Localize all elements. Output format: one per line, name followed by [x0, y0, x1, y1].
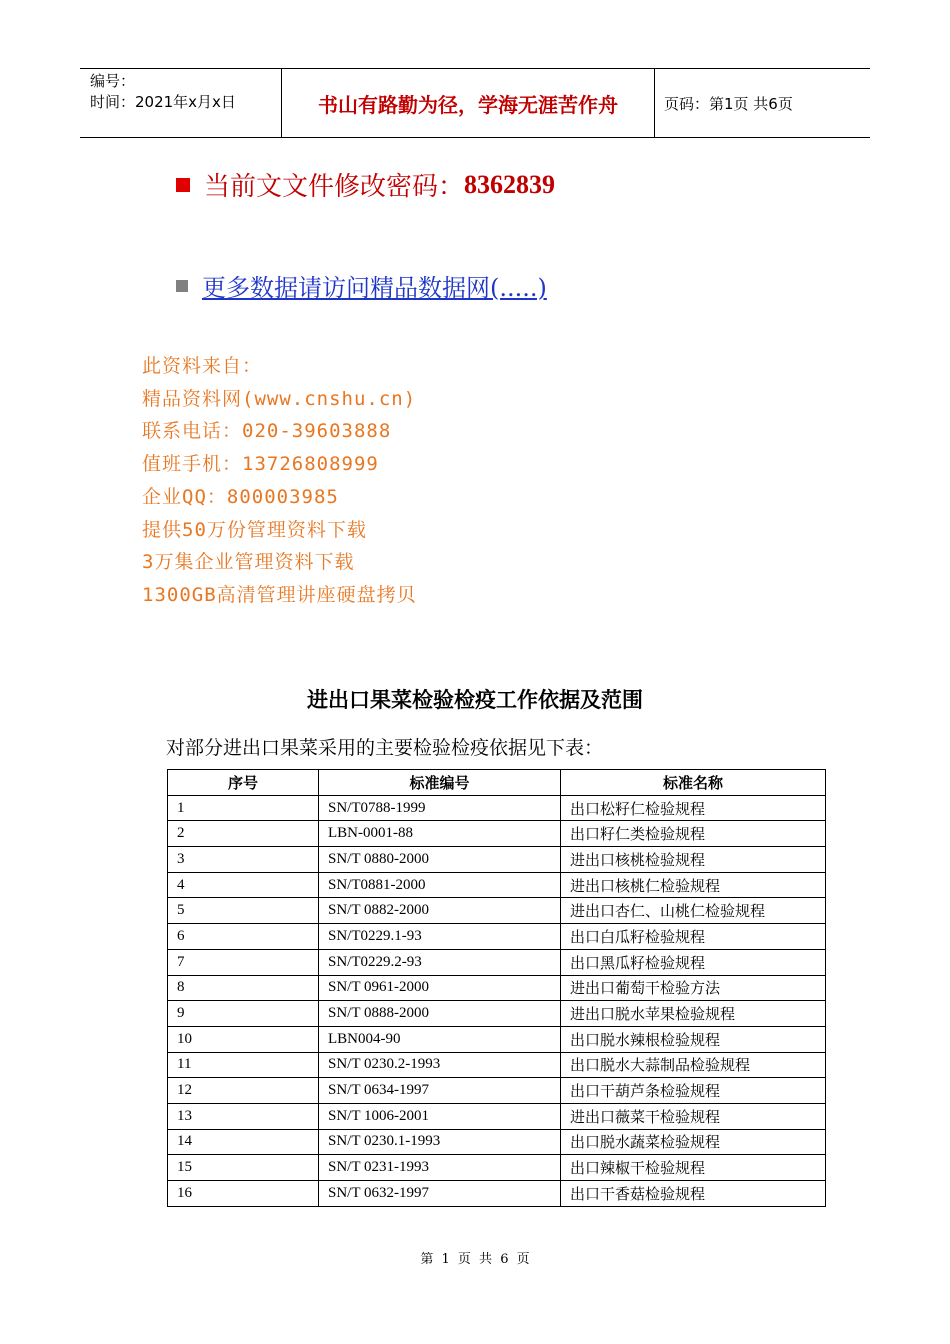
cell-standard-name: 出口脱水蔬菜检验规程 — [561, 1129, 826, 1155]
more-data-link[interactable]: 更多数据请访问精品数据网(.....) — [202, 274, 547, 302]
cell-standard-name: 出口干葫芦条检验规程 — [561, 1078, 826, 1104]
cell-standard-code: LBN004-90 — [319, 1026, 561, 1052]
cell-index: 14 — [168, 1129, 319, 1155]
cell-standard-name: 出口干香菇检验规程 — [561, 1181, 826, 1207]
table-row — [168, 1129, 826, 1155]
cell-index: 2 — [168, 821, 319, 847]
source-line: 精品资料网(www.cnshu.cn) — [142, 387, 417, 410]
cell-standard-name: 进出口葡萄干检验方法 — [561, 975, 826, 1001]
cell-standard-code: SN/T 0632-1997 — [319, 1181, 561, 1207]
password-label: 当前文文件修改密码： — [204, 172, 465, 202]
cell-index: 8 — [168, 975, 319, 1001]
cell-standard-name: 出口白瓜籽检验规程 — [561, 924, 826, 950]
table-row — [168, 1078, 826, 1104]
table-row — [168, 1103, 826, 1129]
password-notice — [176, 166, 555, 203]
source-line: 此资料来自： — [142, 355, 263, 377]
header-index: 序号 — [168, 770, 319, 796]
cell-standard-name: 进出口薇菜干检验规程 — [561, 1103, 826, 1129]
cell-standard-name: 出口黑瓜籽检验规程 — [561, 949, 826, 975]
source-line: 1300GB高清管理讲座硬盘拷贝 — [142, 583, 417, 606]
table-row — [168, 795, 826, 821]
cell-standard-code: SN/T0229.1-93 — [319, 924, 561, 950]
cell-standard-name: 进出口核桃检验规程 — [561, 847, 826, 873]
cell-standard-code: SN/T0881-2000 — [319, 872, 561, 898]
cell-index: 13 — [168, 1103, 319, 1129]
red-square-bullet-icon — [176, 178, 190, 192]
cell-standard-name: 出口辣椒干检验规程 — [561, 1155, 826, 1181]
cell-standard-code: SN/T0788-1999 — [319, 795, 561, 821]
standards-table — [167, 769, 826, 1207]
cell-standard-code: SN/T 0230.1-1993 — [319, 1129, 561, 1155]
table-row — [168, 898, 826, 924]
source-line: 联系电话：020-39603888 — [142, 420, 392, 443]
table-header-row — [168, 770, 826, 796]
cell-index: 4 — [168, 872, 319, 898]
cell-index: 15 — [168, 1155, 319, 1181]
cell-standard-code: LBN-0001-88 — [319, 821, 561, 847]
header-divider — [654, 69, 655, 137]
source-line: 3万集企业管理资料下载 — [142, 551, 355, 574]
document-header — [80, 68, 870, 138]
header-meta — [90, 71, 280, 113]
cell-standard-name: 出口脱水大蒜制品检验规程 — [561, 1052, 826, 1078]
header-standard-name: 标准名称 — [561, 770, 826, 796]
cell-standard-name: 进出口脱水苹果检验规程 — [561, 1001, 826, 1027]
cell-index: 11 — [168, 1052, 319, 1078]
cell-standard-name: 出口脱水辣根检验规程 — [561, 1026, 826, 1052]
header-page-info: 页码：第1页 共6页 — [664, 94, 793, 113]
table-row — [168, 1026, 826, 1052]
table-row — [168, 821, 826, 847]
cell-standard-name: 出口籽仁类检验规程 — [561, 821, 826, 847]
source-line: 值班手机：13726808999 — [142, 453, 379, 476]
cell-standard-code: SN/T 0231-1993 — [319, 1155, 561, 1181]
cell-standard-code: SN/T 0882-2000 — [319, 898, 561, 924]
cell-standard-name: 出口松籽仁检验规程 — [561, 795, 826, 821]
source-line: 企业QQ：800003985 — [142, 485, 339, 508]
table-row — [168, 1052, 826, 1078]
cell-standard-code: SN/T 0961-2000 — [319, 975, 561, 1001]
header-motto: 书山有路勤为径，学海无涯苦作舟 — [318, 92, 618, 117]
header-standard-code: 标准编号 — [319, 770, 561, 796]
cell-standard-code: SN/T 0230.2-1993 — [319, 1052, 561, 1078]
password-code: 8362839 — [464, 169, 556, 199]
source-info-block — [142, 350, 417, 612]
source-line: 提供50万份管理资料下载 — [142, 518, 367, 541]
table-row — [168, 1155, 826, 1181]
cell-standard-code: SN/T 0634-1997 — [319, 1078, 561, 1104]
cell-standard-code: SN/T0229.2-93 — [319, 949, 561, 975]
table-row — [168, 1001, 826, 1027]
table-row — [168, 847, 826, 873]
cell-index: 12 — [168, 1078, 319, 1104]
table-row — [168, 872, 826, 898]
cell-standard-name: 进出口杏仁、山桃仁检验规程 — [561, 898, 826, 924]
cell-index: 9 — [168, 1001, 319, 1027]
cell-standard-code: SN/T 0888-2000 — [319, 1001, 561, 1027]
document-title: 进出口果菜检验检疫工作依据及范围 — [307, 688, 643, 712]
cell-index: 10 — [168, 1026, 319, 1052]
cell-standard-code: SN/T 0880-2000 — [319, 847, 561, 873]
cell-index: 7 — [168, 949, 319, 975]
gray-square-bullet-icon — [176, 280, 188, 292]
cell-standard-code: SN/T 1006-2001 — [319, 1103, 561, 1129]
page-footer: 第 1 页 共 6 页 — [420, 1252, 530, 1267]
cell-index: 16 — [168, 1181, 319, 1207]
number-label: 编号： — [90, 72, 136, 90]
cell-index: 5 — [168, 898, 319, 924]
cell-index: 6 — [168, 924, 319, 950]
table-row — [168, 1181, 826, 1207]
table-row — [168, 975, 826, 1001]
date-label: 时间：2021年x月x日 — [90, 93, 236, 111]
table-row — [168, 924, 826, 950]
table-row — [168, 949, 826, 975]
cell-standard-name: 进出口核桃仁检验规程 — [561, 872, 826, 898]
cell-index: 1 — [168, 795, 319, 821]
more-data-line — [176, 268, 547, 303]
cell-index: 3 — [168, 847, 319, 873]
intro-paragraph: 对部分进出口果菜采用的主要检验检疫依据见下表： — [166, 737, 604, 759]
